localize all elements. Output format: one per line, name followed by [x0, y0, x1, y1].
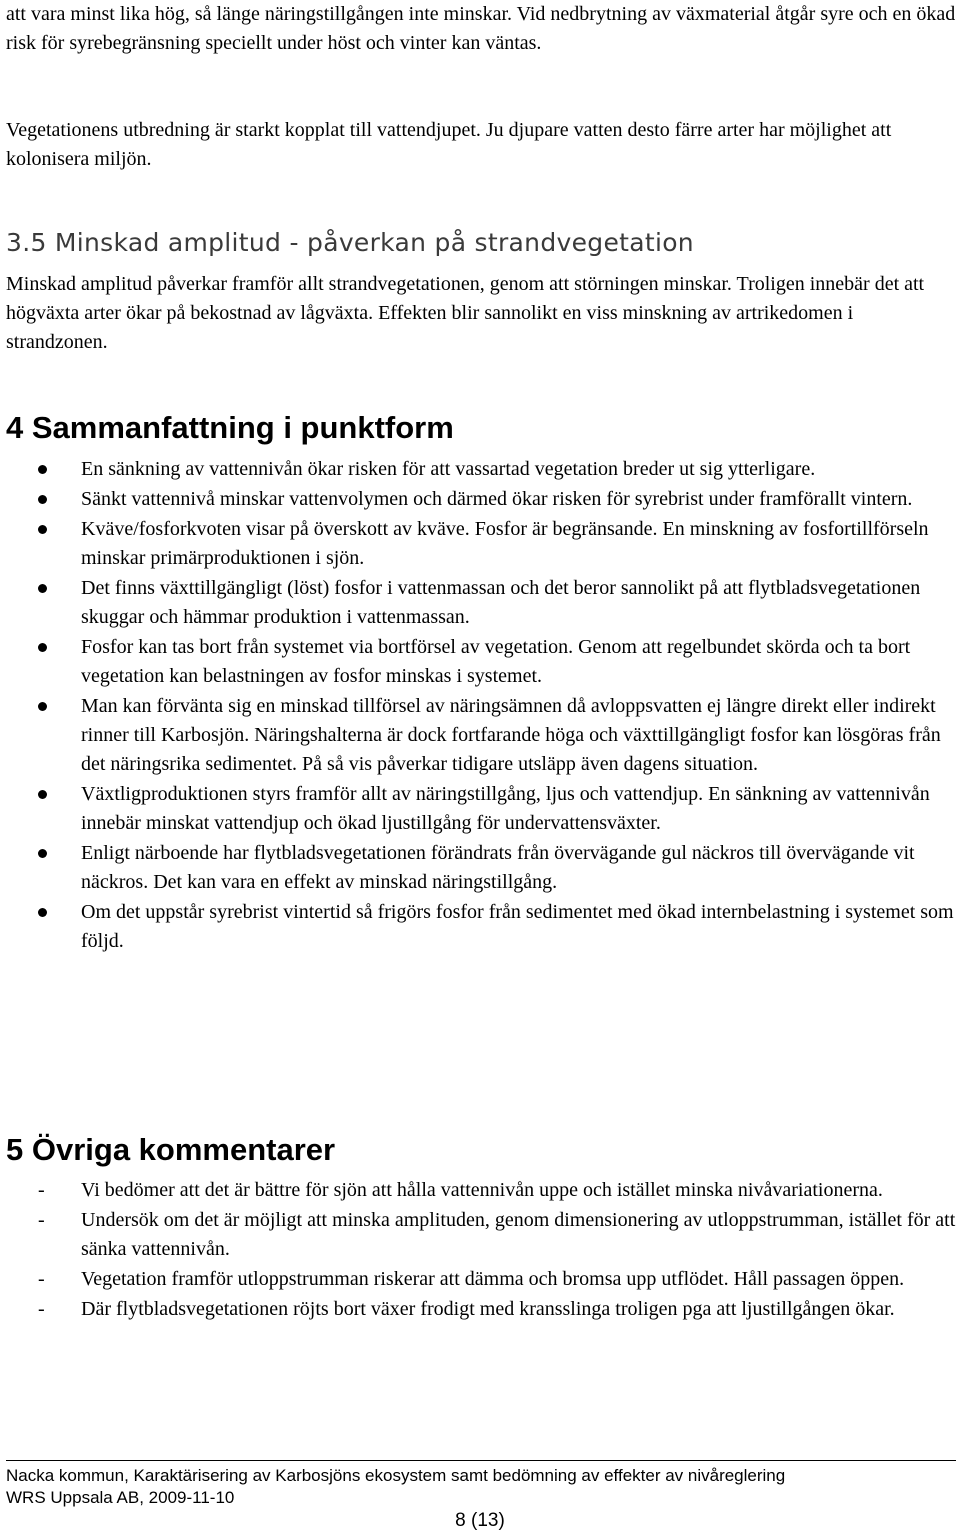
bullet-text: Om det uppstår syrebrist vintertid så frigörs fosfor från sedimentet med ökad internbelastning i systemet som följd.	[81, 901, 954, 952]
bullet-item	[0, 485, 960, 514]
dash-item	[0, 1176, 960, 1205]
bullet-dot-icon	[38, 584, 47, 593]
summary-bullet-list	[0, 455, 960, 957]
footer-divider	[6, 1460, 956, 1461]
dash-text: Vi bedömer att det är bättre för sjön att hålla vattennivån uppe och istället minska nivåvariationerna.	[81, 1179, 883, 1201]
bullet-dot-icon	[38, 790, 47, 799]
bullet-item	[0, 515, 960, 573]
bullet-item	[0, 455, 960, 484]
bullet-item	[0, 633, 960, 691]
bullet-text: Enligt närboende har flytbladsvegetationen förändrats från övervägande gul näckros till övervägande vit näckros. Det kan vara en effekt av minskad näringstillgång.	[81, 842, 915, 893]
bullet-item	[0, 780, 960, 838]
dash-text: Vegetation framför utloppstrumman riskerar att dämma och bromsa upp utflödet. Håll passagen öppen.	[81, 1268, 905, 1290]
bullet-item	[0, 839, 960, 897]
bullet-text: Fosfor kan tas bort från systemet via bortförsel av vegetation. Genom att regelbundet skörda och ta bort vegetation kan belastningen av fosfor minskas i systemet.	[81, 636, 911, 687]
bullet-dot-icon	[38, 465, 47, 474]
footer-author-date: WRS Uppsala AB, 2009-11-10	[6, 1488, 235, 1507]
section-5-heading: 5 Övriga kommentarer	[6, 1132, 336, 1167]
dash-marker: -	[38, 1209, 45, 1231]
footer-report-title: Nacka kommun, Karaktärisering av Karbosjöns ekosystem samt bedömning av effekter av nivåreglering	[6, 1466, 786, 1485]
bullet-dot-icon	[38, 908, 47, 917]
bullet-text: En sänkning av vattennivån ökar risken för att vassartad vegetation breder ut sig ytterligare.	[81, 458, 816, 480]
dash-item	[0, 1206, 960, 1264]
bullet-dot-icon	[38, 643, 47, 652]
bullet-item	[0, 898, 960, 956]
bullet-item	[0, 574, 960, 632]
bullet-text: Sänkt vattennivå minskar vattenvolymen och därmed ökar risken för syrebrist under framförallt vintern.	[81, 488, 913, 510]
page-number: 8 (13)	[455, 1510, 505, 1531]
section-3-5-paragraph: Minskad amplitud påverkar framför allt strandvegetationen, genom att störningen minskar. Troligen innebär det att högväxta arter ökar på bekostnad av lågväxta. Effekten blir sannolikt en viss minskning av artrikedomen i strandzonen.	[6, 273, 925, 353]
dash-item	[0, 1295, 960, 1324]
bullet-dot-icon	[38, 849, 47, 858]
bullet-item	[0, 692, 960, 779]
bullet-text: Det finns växttillgängligt (löst) fosfor i vattenmassan och det beror sannolikt på att flytbladsvegetationen skuggar och hämmar produktion i vattenmassan.	[81, 577, 921, 628]
section-4-heading: 4 Sammanfattning i punktform	[6, 410, 454, 445]
comments-dash-list	[0, 1176, 960, 1325]
dash-text: Där flytbladsvegetationen röjts bort växer frodigt med kransslinga troligen pga att ljustillgången ökar.	[81, 1298, 895, 1320]
intro-paragraph: att vara minst lika hög, så länge näringstillgången inte minskar. Vid nedbrytning av växmaterial åtgår syre och en ökad risk för syrebegränsning speciellt under höst och vinter kan väntas.	[6, 3, 956, 54]
dash-marker: -	[38, 1298, 45, 1320]
dash-text: Undersök om det är möjligt att minska amplituden, genom dimensionering av utloppstrumman, istället för att sänka vattennivån.	[81, 1209, 956, 1260]
bullet-dot-icon	[38, 495, 47, 504]
vegetation-paragraph: Vegetationens utbredning är starkt kopplat till vattendjupet. Ju djupare vatten desto färre arter har möjlighet att kolonisera miljön.	[6, 119, 892, 170]
bullet-dot-icon	[38, 525, 47, 534]
dash-marker: -	[38, 1268, 45, 1290]
bullet-dot-icon	[38, 702, 47, 711]
section-3-5-heading: 3.5 Minskad amplitud - påverkan på strandvegetation	[6, 228, 694, 257]
bullet-text: Växtligproduktionen styrs framför allt av näringstillgång, ljus och vattendjup. En sänkning av vattennivån innebär minskat vattendjup och ökad ljustillgång för undervattensväxter.	[81, 783, 930, 834]
bullet-text: Kväve/fosforkvoten visar på överskott av kväve. Fosfor är begränsande. En minskning av fosfortillförseln minskar primärproduktionen i sjön.	[81, 518, 929, 569]
dash-marker: -	[38, 1179, 45, 1201]
bullet-text: Man kan förvänta sig en minskad tillförsel av näringsämnen då avloppsvatten ej längre direkt eller indirekt rinner till Karbosjön. Näringshalterna är dock fortfarande höga och växttillgängligt fosfor kan lösgöras från det näringsrika sedimentet. På så vis påverkar tidigare utsläpp även dagens situation.	[81, 695, 941, 775]
dash-item	[0, 1265, 960, 1294]
